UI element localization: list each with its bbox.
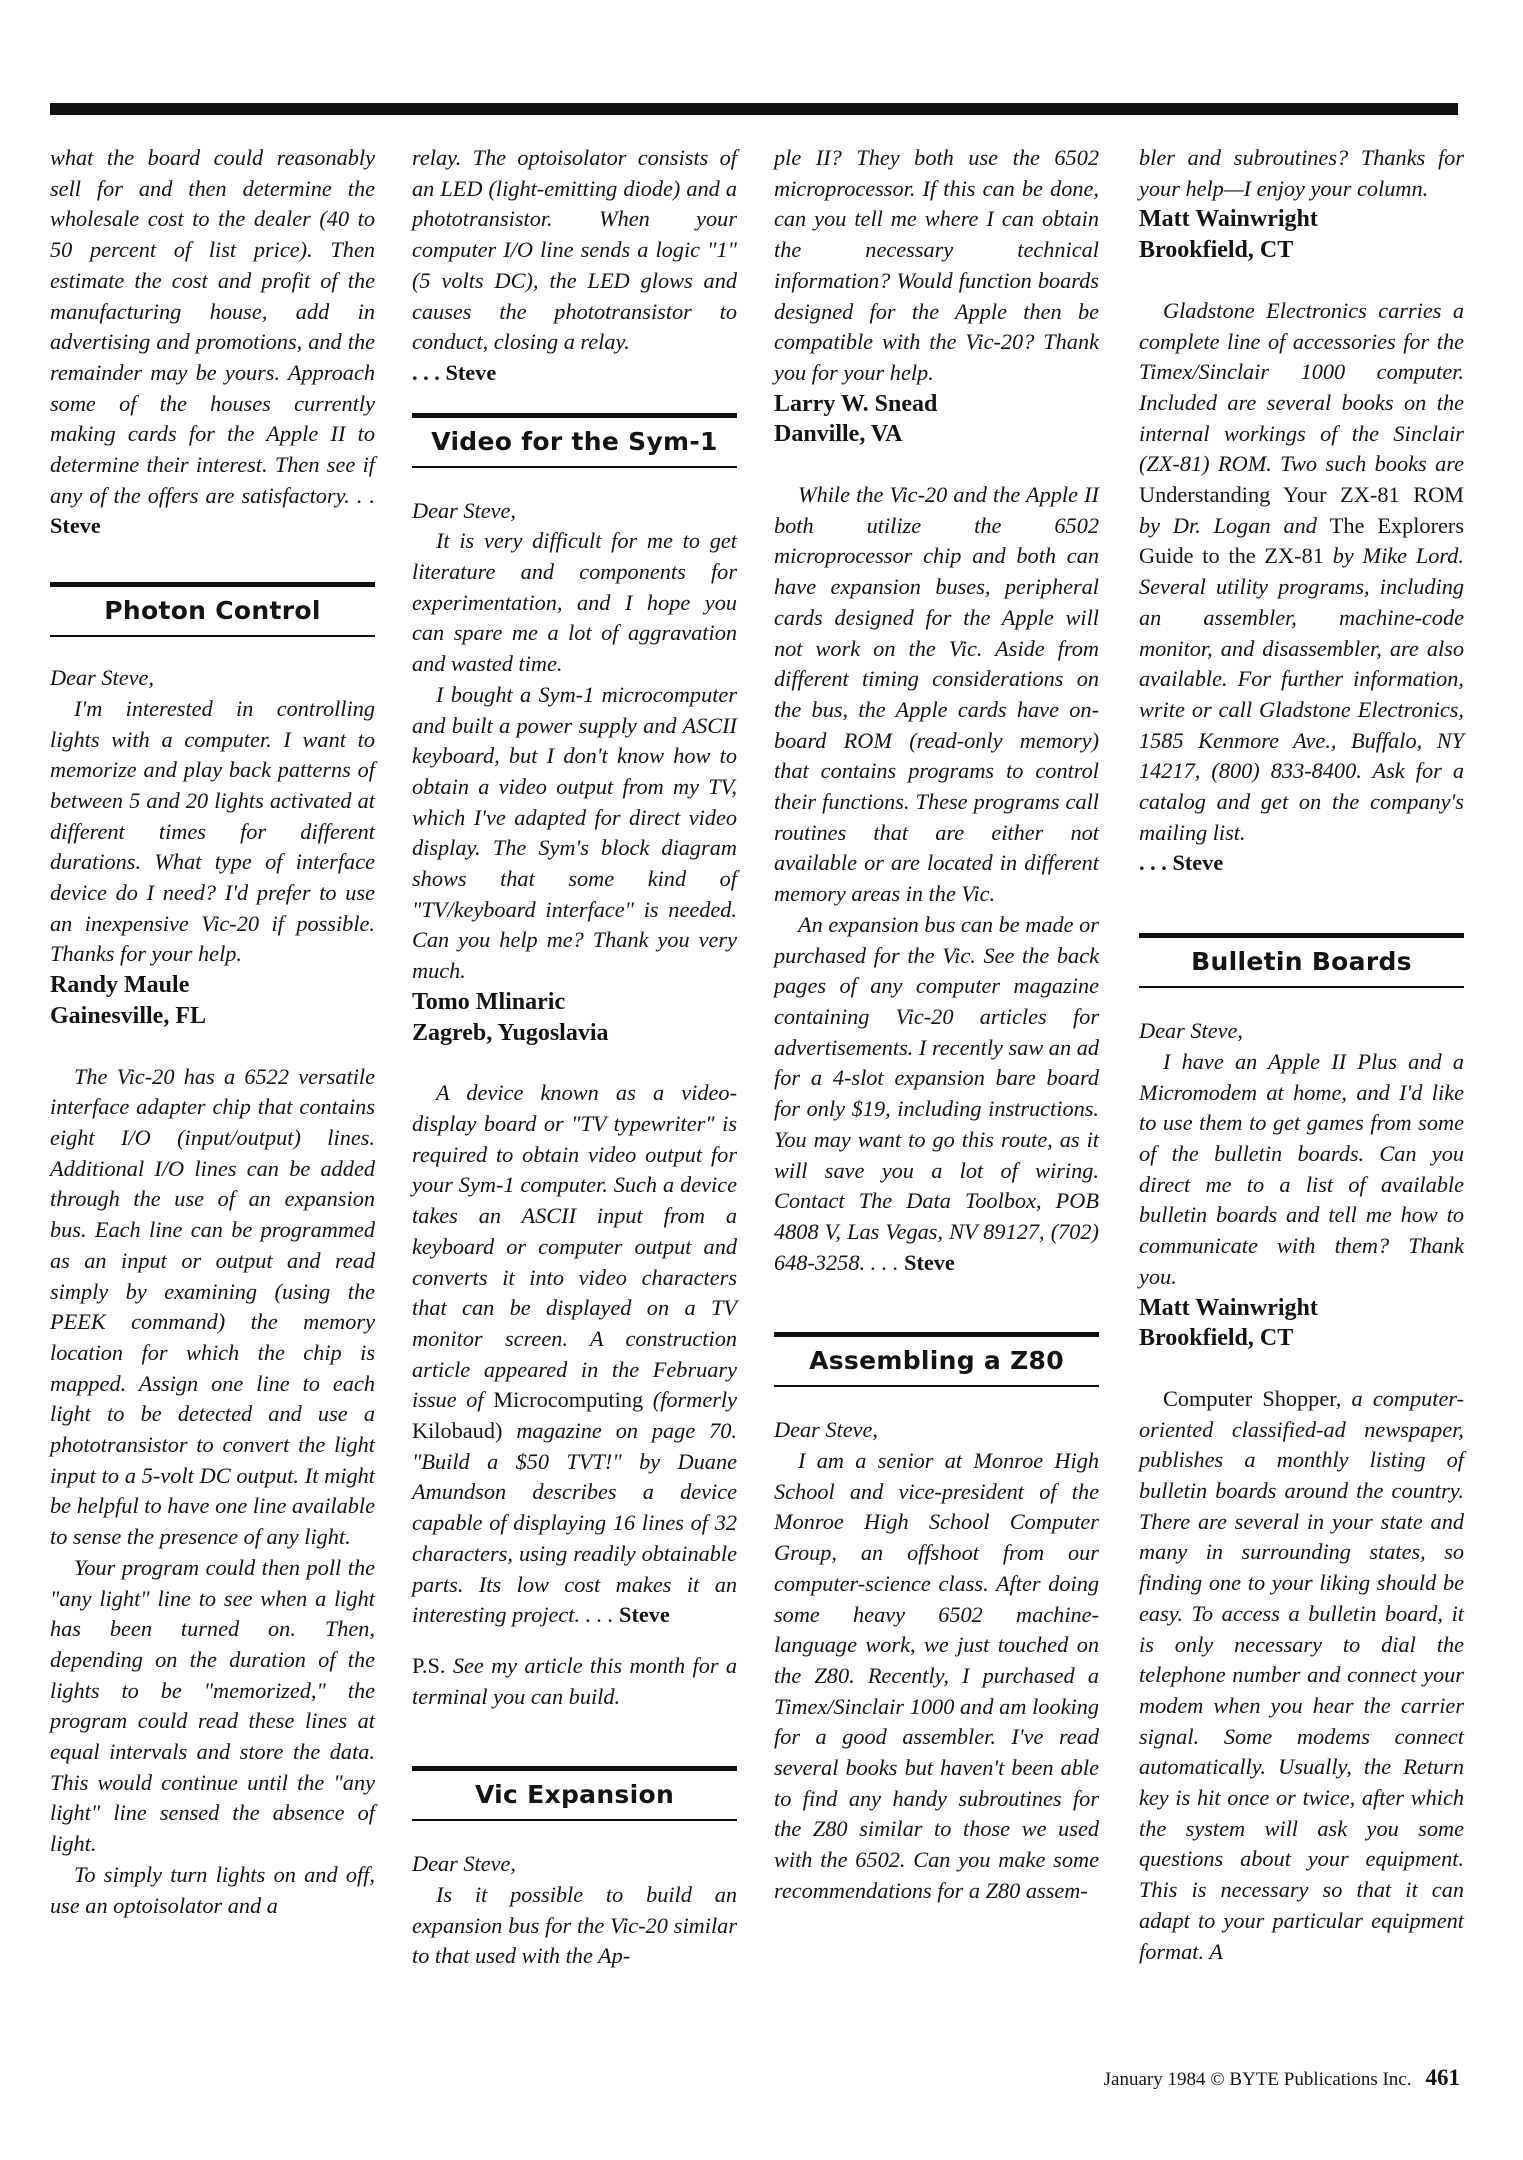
reply-paragraph: To simply turn lights on and off, use an optoisolator and a	[50, 1861, 375, 1918]
signature-name: Matt Wainwright	[1139, 206, 1318, 233]
letter-body: ple II? They both use the 6502 microprocessor. If this can be done, can you tell me where I can obtain the necessary technical information? Would function boards designed for the Apple then be compatible with the Vic-20? Thank you for your help.	[774, 145, 1099, 385]
reply-paragraph: Gladstone Electronics carries a complete line of accessories for the Timex/Sinclair 1000 computer. Included are several books on the internal workings of the Sinclair (ZX-81) ROM. Two such books are Understanding Your ZX-81 ROM by Dr. Logan and The Explorers Guide to the ZX-81 by Mike Lord. Several utility programs, including an assembler, machine-code monitor, and disassembler, are also available. For further information, write or call Gladstone Electronics, 1585 Kenmore Ave., Buffalo, NY 14217, (800) 833-8400. Ask for a catalog and get on the company's mailing list.	[1139, 297, 1464, 845]
reply-paragraph: While the Vic-20 and the Apple II both utilize the 6502 microprocessor chip and both can have expansion buses, peripheral cards designed for the Apple will not work on the Vic. Aside from different timing considerations on the bus, the Apple cards have on-board ROM (read-only memory) that contains programs to control their functions. These programs call routines that are either not available or are located in different memory areas in the Vic.	[774, 482, 1099, 907]
column-4	[1139, 143, 1464, 1967]
top-rule	[50, 103, 1458, 115]
salutation: Dear Steve,	[50, 665, 155, 691]
postscript: P.S. See my article this month for a terminal you can build.	[412, 1652, 737, 1709]
reply-paragraph: A device known as a video-display board or "TV typewriter" is required to obtain video output for your Sym-1 computer. Such a device takes an ASCII input from a keyboard or computer output and converts it into video characters that can be displayed on a TV monitor screen. A construction article appeared in the February issue of Microcomputing (formerly Kilobaud) magazine on page 70. "Build a $50 TVT!" by Duane Amundson describes a device capable of displaying 16 lines of 32 characters, using readily obtainable parts. Its low cost makes it an interesting project. . . . Steve	[412, 1080, 737, 1628]
signature-name: Matt Wainwright	[1139, 1294, 1318, 1321]
signature-place: Gainesville, FL	[50, 1002, 206, 1029]
column-2	[412, 143, 737, 1972]
section-heading-video-sym1: Video for the Sym-1	[412, 413, 737, 468]
letter-body: I bought a Sym-1 microcomputer and built a power supply and ASCII keyboard, but I don't know how to obtain a video output from my TV, which I've adapted for direct video display. The Sym's block diagram shows that some kind of "TV/keyboard interface" is needed. Can you help me? Thank you very much.	[412, 681, 737, 984]
letter-body: I have an Apple II Plus and a Micromodem at home, and I'd like to use them to get games from some of the bulletin boards. Can you direct me to a list of available bulletin boards and tell me how to communicate with them? Thank you.	[1139, 1048, 1464, 1289]
page-footer	[1104, 2065, 1460, 2091]
footer-credit: January 1984 © BYTE Publications Inc.	[1103, 2069, 1412, 2090]
section-heading-assembling-z80: Assembling a Z80	[774, 1332, 1099, 1387]
section-heading-bulletin-boards: Bulletin Boards	[1139, 933, 1464, 988]
paragraph: what the board could reasonably sell for and then determine the wholesale cost to the dealer (40 to 50 percent of list price). Then estimate the cost and profit of the manufacturing house, add in advertising and promotions, and the remainder may be yours. Approach some of the houses currently making cards for the Apple II to determine their interest. Then see if any of the offers are satisfactory. . . Steve	[50, 145, 375, 539]
letter-body: I am a senior at Monroe High School and vice-president of the Monroe High School Computer Group, an offshoot from our computer-science class. After doing some heavy 6502 machine-language work, we just touched on the Z80. Recently, I purchased a Timex/Sinclair 1000 and am looking for a good assembler. I've read several books but haven't been able to find any handy subroutines for the Z80 similar to those we used with the 6502. Can you make some recommendations for a Z80 assem-	[774, 1448, 1099, 1903]
reply-paragraph: Computer Shopper, a computer-oriented classified-ad newspaper, publishes a monthly listing of bulletin boards around the country. There are several in your state and many in surrounding states, so finding one to your liking should be easy. To access a bulletin board, it is only necessary to dial the telephone number and connect your modem when you hear the carrier signal. Some modems connect automatically. Usually, the Return key is hit once or twice, after which the system will ask you some questions about your equipment. This is necessary so that it can adapt to your particular equipment format. A	[1139, 1385, 1465, 1964]
section-heading-vic-expansion: Vic Expansion	[412, 1766, 737, 1821]
signature-name: Tomo Mlinaric	[412, 988, 566, 1015]
signature-place: Danville, VA	[774, 421, 903, 448]
signature-place: Brookfield, CT	[1139, 237, 1294, 264]
letter-body: Is it possible to build an expansion bus for the Vic-20 similar to that used with the Ap-	[412, 1882, 737, 1969]
salutation: Dear Steve,	[412, 1851, 517, 1877]
column-3	[774, 143, 1099, 1907]
column-1	[50, 143, 375, 1921]
reply-paragraph: Your program could then poll the "any light" line to see when a light has been turned on. Then, depending on the duration of the lights to be "memorized," the program could read these lines at equal intervals and store the data. This would continue until the "any light" line sensed the absence of light.	[50, 1554, 375, 1857]
reply-signature: . . . Steve	[1139, 850, 1224, 876]
letter-body: I'm interested in controlling lights with a computer. I want to memorize and play back patterns of between 5 and 20 lights activated at different times for different durations. What type of interface device do I need? I'd prefer to use an inexpensive Vic-20 if possible. Thanks for your help.	[50, 695, 375, 967]
paragraph: relay. The optoisolator consists of an LED (light-emitting diode) and a phototransistor. When your computer I/O line sends a logic "1" (5 volts DC), the LED glows and causes the phototransistor to conduct, closing a relay.	[412, 145, 737, 355]
reply-paragraph: An expansion bus can be made or purchased for the Vic. See the back pages of any computer magazine containing Vic-20 articles for advertisements. I recently saw an ad for a 4-slot expansion bare board for only $19, including instructions. You may want to go this route, as it will save you a lot of wiring. Contact The Data Toolbox, POB 4808 V, Las Vegas, NV 89127, (702) 648-3258. . . . Steve	[774, 911, 1099, 1275]
page-number: 461	[1425, 2065, 1460, 2090]
reply-paragraph: The Vic-20 has a 6522 versatile interface adapter chip that contains eight I/O (input/output) lines. Additional I/O lines can be added through the use of an expansion bus. Each line can be programmed as an input or output and read simply by examining (using the PEEK command) the memory location for which the chip is mapped. Assign one line to each light to be detected and use a phototransistor to convert the light input to a 5-volt DC output. It might be helpful to have one line available to sense the presence of any light.	[50, 1063, 375, 1550]
letter-body: bler and subroutines? Thanks for your help—I enjoy your column.	[1139, 145, 1464, 201]
section-heading-photon-control: Photon Control	[50, 582, 375, 637]
reply-signature: . . . Steve	[412, 359, 497, 385]
letter-body: It is very difficult for me to get literature and components for experimentation, and I hope you can spare me a lot of aggravation and wasted time.	[412, 528, 737, 677]
salutation: Dear Steve,	[1139, 1018, 1244, 1044]
signature-name: Larry W. Snead	[774, 390, 938, 417]
signature-name: Randy Maule	[50, 972, 190, 999]
salutation: Dear Steve,	[774, 1417, 879, 1443]
signature-place: Zagreb, Yugoslavia	[412, 1019, 609, 1046]
signature-place: Brookfield, CT	[1139, 1325, 1294, 1352]
salutation: Dear Steve,	[412, 497, 517, 523]
